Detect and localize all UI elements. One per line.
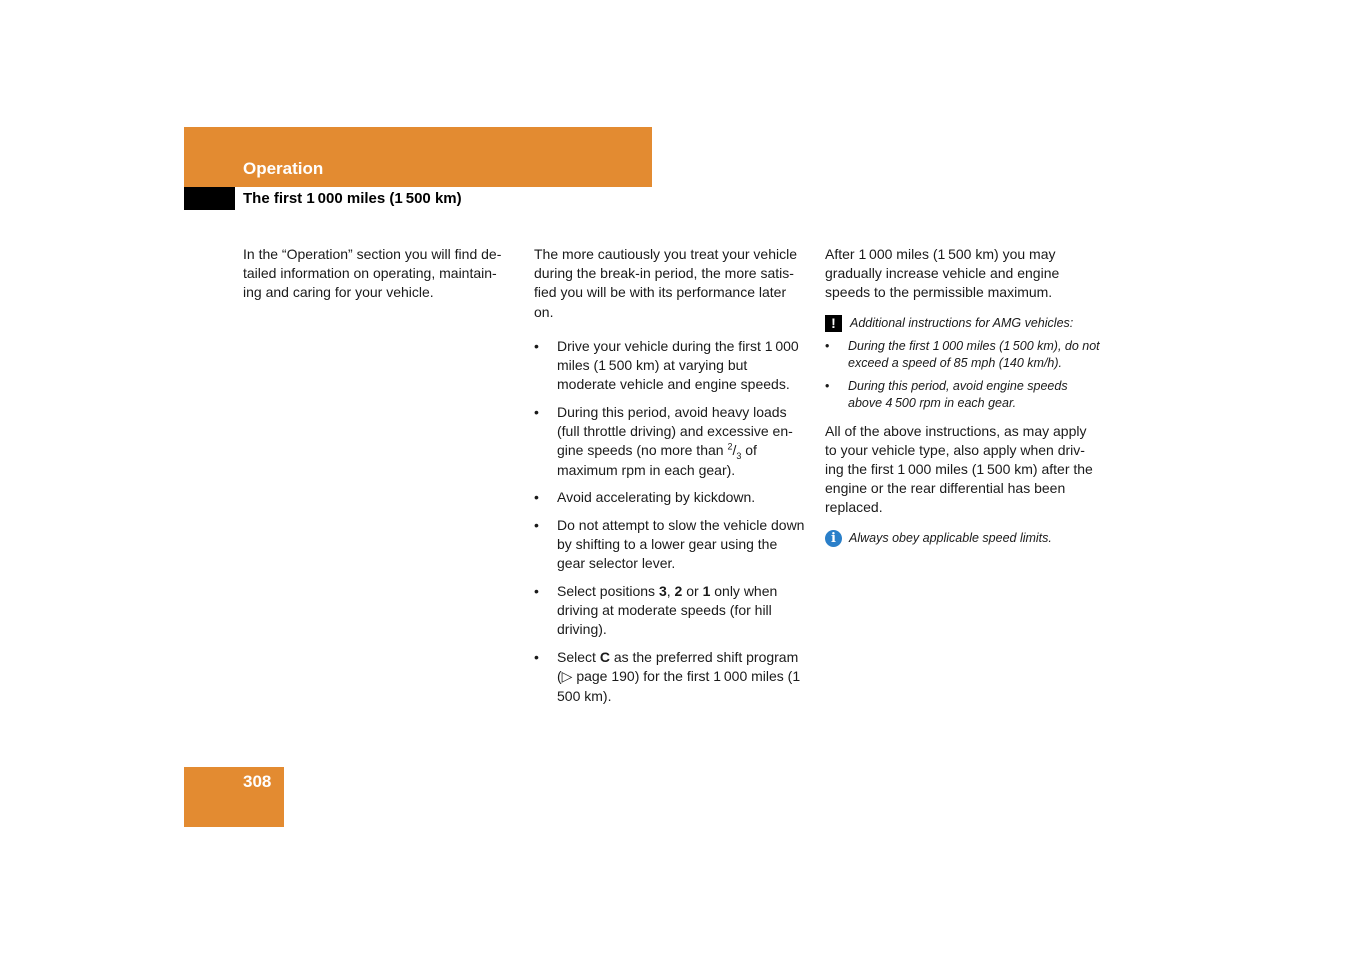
list-item: • Select positions 3, 2 or 1 only when driving at moderate speeds (for hill driving).	[534, 582, 809, 640]
exclamation-icon: !	[825, 315, 842, 332]
warning-title: Additional instructions for AMG vehicles:	[850, 315, 1074, 330]
warning-list	[825, 338, 1100, 412]
intro-paragraph: In the “Operation” section you will find de- tailed information on operating, maintain- ing and caring for your vehicle.	[243, 246, 502, 301]
list-item: • During this period, avoid heavy loads (full throttle driving) and excessive en-gine speeds (no more than $^2/_3$ of maximum rpm in each gear).	[534, 403, 809, 480]
list-item: • Drive your vehicle during the first 1 000 miles (1 500 km) at varying but moderate vehicle and engine speeds.	[534, 337, 809, 395]
break-in-intro: The more cautiously you treat your vehicle during the break-in period, the more satis-fied you will be with its performance later on.	[534, 246, 798, 320]
list-item: • During this period, avoid engine speeds above 4 500 rpm in each gear.	[825, 378, 1100, 412]
section-title: Operation	[243, 159, 324, 178]
column-1	[243, 245, 518, 311]
page-number: 308	[243, 772, 272, 791]
page-reference: as the preferred shift program (▷ page 190) for the first 1 000 miles (1 500 km).	[557, 649, 803, 704]
replacement-paragraph: All of the above instructions, as may apply to your vehicle type, also apply when driv-ing the first 1 000 miles (1 500 km) after the engine or the rear differential has been replaced.	[825, 422, 1093, 516]
info-text: Always obey applicable speed limits.	[849, 530, 1052, 545]
info-note	[825, 530, 1100, 547]
column-2	[534, 245, 809, 714]
list-item: • Select C as the preferred shift program (▷ page 190) for the first 1 000 miles (1 500 km).	[534, 648, 809, 706]
amg-warning-note	[825, 315, 1100, 412]
subsection-title: The first 1 000 miles (1 500 km)	[243, 190, 462, 207]
header-marker	[184, 187, 235, 210]
info-icon: i	[825, 530, 842, 547]
list-item: • Do not attempt to slow the vehicle down by shifting to a lower gear using the gear selector lever.	[534, 516, 809, 574]
list-item: • During the first 1 000 miles (1 500 km), do not exceed a speed of 85 mph (140 km/h).	[825, 338, 1100, 372]
after-break-in-paragraph: After 1 000 miles (1 500 km) you may gradually increase vehicle and engine speeds to the permissible maximum.	[825, 246, 1060, 301]
break-in-list	[534, 337, 809, 706]
column-3	[825, 245, 1100, 555]
list-item: • Avoid accelerating by kickdown.	[534, 488, 809, 507]
